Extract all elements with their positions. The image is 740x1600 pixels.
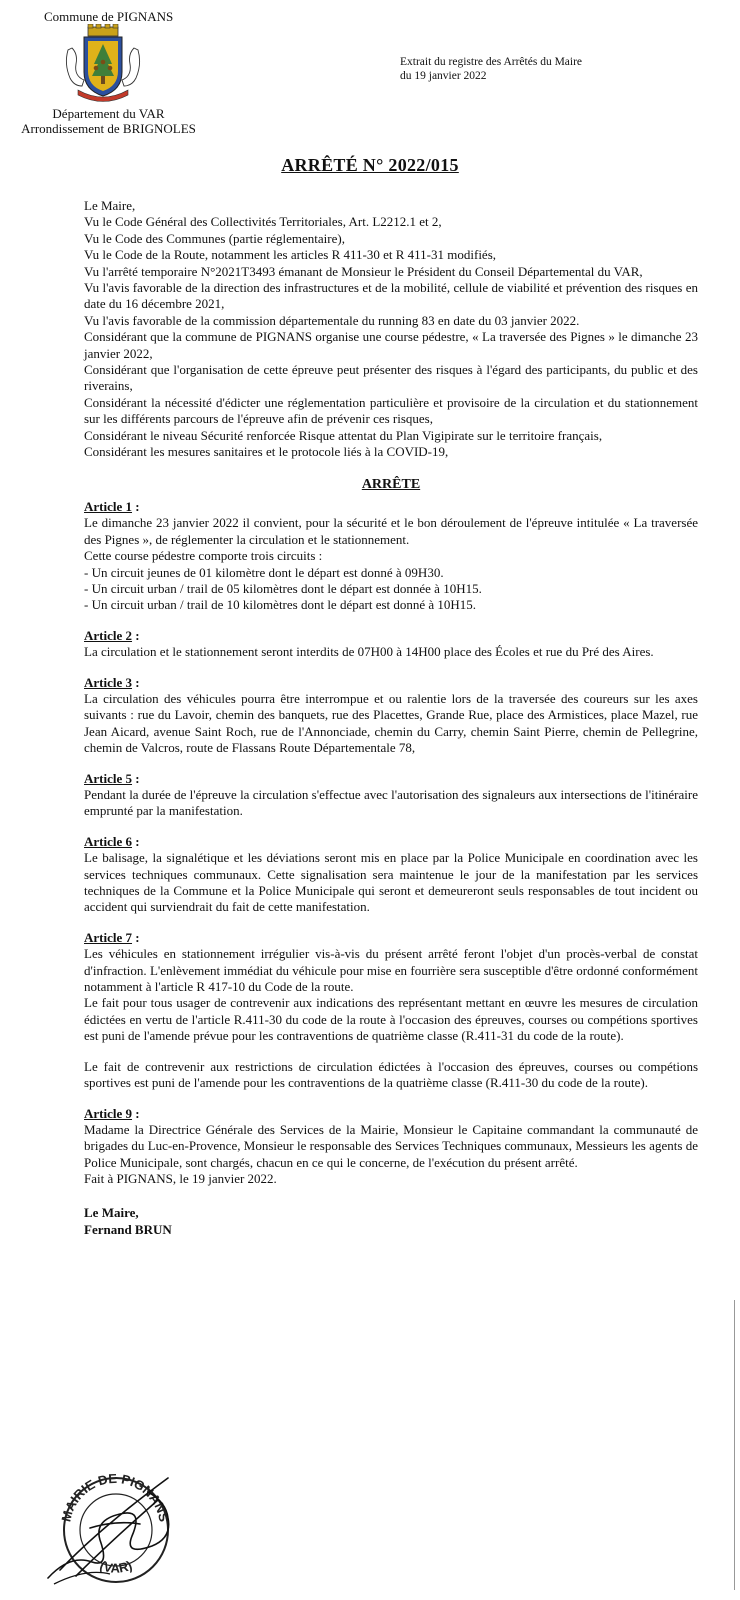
decree-title: ARRÊTÉ N° 2022/015 <box>281 155 459 175</box>
preamble-line: Le Maire, <box>84 198 136 213</box>
signatory-block <box>84 1204 698 1238</box>
article-paragraph: La circulation des véhicules pourra être interrompue et ou ralentie lors de la traversée des coureurs sur les axes suivants : rue du Lavoir, chemin des banquets, rue des Placettes, Grande Rue, place des Armistices, place Mazel, rue Jean Aicard, avenue Saint Roch, rue de l'Annonciade, chemin du Carry, chemin Saint Pierre, chemin de Pellegrine, chemin de Valcros, route de Flassans Route Départementale 78, <box>84 690 698 756</box>
preamble-line: Considérant que l'organisation de cette épreuve peut présenter des risques à l'égard des participants, du public et des riverains, <box>84 362 698 394</box>
town-hall-stamp <box>40 1458 190 1590</box>
article-paragraph: - Un circuit jeunes de 01 kilomètre dont le départ est donné à 09H30. <box>84 564 444 580</box>
preamble-line: Vu l'arrêté temporaire N°2021T3493 émanant de Monsieur le Président du Conseil Départemental du VAR, <box>84 263 643 279</box>
article-title: Article 9 <box>84 1105 133 1121</box>
preamble <box>84 198 698 461</box>
article-paragraph: Le fait pour tous usager de contrevenir aux indications des représentant mettant en œuvre les mesures de circulation édictées en vertu de l'article R.411-30 du code de la route à l'occasion des épreuves, courses ou compétions sportives est puni de l'amende prévue pour les contraventions de quatrième classe (R.411-31 du code de la route). <box>84 995 698 1044</box>
article-1: Article 1 : Le dimanche 23 janvier 2022 il convient, pour la sécurité et le bon déroulement de l'épreuve intitulée « La traversée des Pignes », de réglementer la circulation et le stationnement. Cette course pédestre comporte trois circuits : - Un circuit jeunes de 01 kilomètre dont le départ est donné à 09H30. - Un circuit urban / trail de 05 kilomètres dont le départ est donnée à 10H15. - Un circuit urban / trail de 10 kilomètres dont le départ est donné à 10H15. <box>84 498 698 613</box>
preamble-line: Vu l'avis favorable de la direction des infrastructures et de la mobilité, cellule de viabilité et prévention des risques en date du 16 décembre 2021, <box>84 280 698 312</box>
article-7: Article 7 : Les véhicules en stationnement irrégulier vis-à-vis du présent arrêté feront l'objet d'un procès-verbal de constat d'infraction. L'enlèvement immédiat du véhicule pour mise en fourrière sera susceptible d'être ordonné conformément notamment à l'article R 417-10 du Code de la route. Le fait pour tous usager de contrevenir aux indications des représentant mettant en œuvre les mesures de circulation édictées en vertu de l'article R.411-30 du code de la route à l'occasion des épreuves, courses ou compétions sportives est puni de l'amende prévue pour les contraventions de quatrième classe (R.411-31 du code de la route). Le fait de contrevenir aux restrictions de circulation édictées à l'occasion des épreuves, courses ou compétions sportives est puni de l'amende pour les contraventions de la quatrième classe (R.411-30 du code de la route). <box>84 929 698 1091</box>
preamble-line: Vu l'avis favorable de la commission départementale du running 83 en date du 03 janvier 2022. <box>84 312 580 328</box>
article-title: Article 7 <box>84 929 133 945</box>
preamble-line: Vu le Code de la Route, notamment les articles R 411-30 et R 411-31 modifiés, <box>84 247 497 263</box>
article-paragraph: Le balisage, la signalétique et les déviations seront mis en place par la Police Municipale en coordination avec les services techniques communaux. Cette signalisation sera maintenue le jour de la manifestation par les services techniques de la Commune et la Police Municipale qui seront et demeureront seuls responsables de tout incident ou accident qui surviendrait du fait de cette manifestation. <box>84 850 698 915</box>
commune-name: Commune de PIGNANS <box>44 9 174 24</box>
signer-role: Le Maire, <box>84 1204 139 1220</box>
preamble-line: Considérant que la commune de PIGNANS organise une course pédestre, « La traversée des Pignes » le dimanche 23 janvier 2022, <box>84 329 698 361</box>
signer-name: Fernand BRUN <box>84 1221 172 1237</box>
arrondissement-name: Arrondissement de BRIGNOLES <box>21 121 196 136</box>
article-paragraph: Cette course pédestre comporte trois circuits : <box>84 548 323 564</box>
article-paragraph: Le fait de contrevenir aux restrictions de circulation édictées à l'occasion des épreuves, courses ou compétions sportives est puni de l'amende pour les contraventions de la quatrième classe (R.411-30 du code de la route). <box>84 1058 698 1091</box>
article-title: Article 2 <box>84 627 133 643</box>
register-extract-line: Extrait du registre des Arrêtés du Maire <box>400 56 583 68</box>
arrete-heading: ARRÊTE <box>361 476 421 492</box>
article-title: Article 6 <box>84 833 133 849</box>
article-paragraph: Les véhicules en stationnement irrégulier vis-à-vis du présent arrêté feront l'objet d'un procès-verbal de constat d'infraction. L'enlèvement immédiat du véhicule pour mise en fourrière sera susceptible d'être ordonné conformément notamment à l'article R 417-10 du Code de la route. <box>84 946 698 995</box>
preamble-line: Considérant la nécessité d'édicter une réglementation particulière et provisoire de la circulation et du stationnement sur les différents parcours de l'épreuve afin de prévenir ces risques, <box>84 394 698 427</box>
article-5: Article 5 : Pendant la durée de l'épreuve la circulation s'effectue avec l'autorisation des signaleurs aux intersections de l'itinéraire emprunté par la manifestation. <box>84 770 698 819</box>
article-paragraph: - Un circuit urban / trail de 05 kilomètres dont le départ est donnée à 10H15. <box>84 580 482 596</box>
decree-body <box>84 198 698 1238</box>
department-name: Département du VAR <box>52 106 165 121</box>
stamp-top-text: MAIRIE DE PIGNANS <box>58 1470 172 1524</box>
preamble-line: Vu le Code des Communes (partie réglementaire), <box>84 230 345 246</box>
scan-edge-line <box>734 1300 735 1590</box>
article-title: Article 1 <box>84 498 133 514</box>
preamble-line: Vu le Code Général des Collectivités Territoriales, Art. L2212.1 et 2, <box>84 214 442 230</box>
article-paragraph: - Un circuit urban / trail de 10 kilomètres dont le départ est donné à 10H15. <box>84 597 477 613</box>
article-6: Article 6 : Le balisage, la signalétique et les déviations seront mis en place par la Police Municipale en coordination avec les services techniques communaux. Cette signalisation sera maintenue le jour de la manifestation par les services techniques de la Commune et la Police Municipale qui seront et demeureront seuls responsables de tout incident ou accident qui surviendrait du fait de cette manifestation. <box>84 833 698 915</box>
article-3: Article 3 : La circulation des véhicules pourra être interrompue et ou ralentie lors de la traversée des coureurs sur les axes suivants : rue du Lavoir, chemin des banquets, rue des Placettes, Grande Rue, place des Armistices, place Mazel, rue Jean Aicard, avenue Saint Roch, rue de l'Annonciade, chemin du Carry, chemin Saint Pierre, chemin de Pellegrine, chemin de Valcros, route de Flassans Route Départementale 78, <box>84 674 698 756</box>
article-title: Article 3 <box>84 674 133 690</box>
preamble-line: Considérant le niveau Sécurité renforcée Risque attentat du Plan Vigipirate sur le territoire français, <box>84 427 603 443</box>
article-2: Article 2 : La circulation et le stationnement seront interdits de 07H00 à 14H00 place des Écoles et rue du Pré des Aires. <box>84 628 698 661</box>
article-9: Article 9 : Madame la Directrice Générale des Services de la Mairie, Monsieur le Capitaine commandant la communauté de brigades du Luc-en-Provence, Monsieur le responsable des Services Techniques communaux, Messieurs les agents de Police Municipale, sont chargés, chacun en ce qui le concerne, de l'exécution du présent arrêté. <box>84 1105 698 1170</box>
article-paragraph: La circulation et le stationnement seront interdits de 07H00 à 14H00 place des Écoles et rue du Pré des Aires. <box>84 644 654 660</box>
place-and-date: Fait à PIGNANS, le 19 janvier 2022. <box>84 1171 277 1187</box>
article-paragraph: Le dimanche 23 janvier 2022 il convient, pour la sécurité et le bon déroulement de l'épreuve intitulée « La traversée des Pignes », de réglementer la circulation et le stationnement. <box>84 515 698 547</box>
articles <box>84 499 698 1171</box>
article-paragraph: Madame la Directrice Générale des Services de la Mairie, Monsieur le Capitaine commandant la communauté de brigades du Luc-en-Provence, Monsieur le responsable des Services Techniques communaux, Messieurs les agents de Police Municipale, sont chargés, chacun en ce qui le concerne, de l'exécution du présent arrêté. <box>84 1121 698 1170</box>
stamp-bottom-text: (VAR) <box>97 1557 135 1576</box>
register-date-line: du 19 janvier 2022 <box>400 70 487 82</box>
coat-of-arms-icon <box>60 24 146 104</box>
preamble-line: Considérant les mesures sanitaires et le protocole liés à la COVID-19, <box>84 444 449 460</box>
article-title: Article 5 <box>84 770 133 786</box>
article-paragraph: Pendant la durée de l'épreuve la circulation s'effectue avec l'autorisation des signaleurs aux intersections de l'itinéraire emprunté par la manifestation. <box>84 787 698 819</box>
